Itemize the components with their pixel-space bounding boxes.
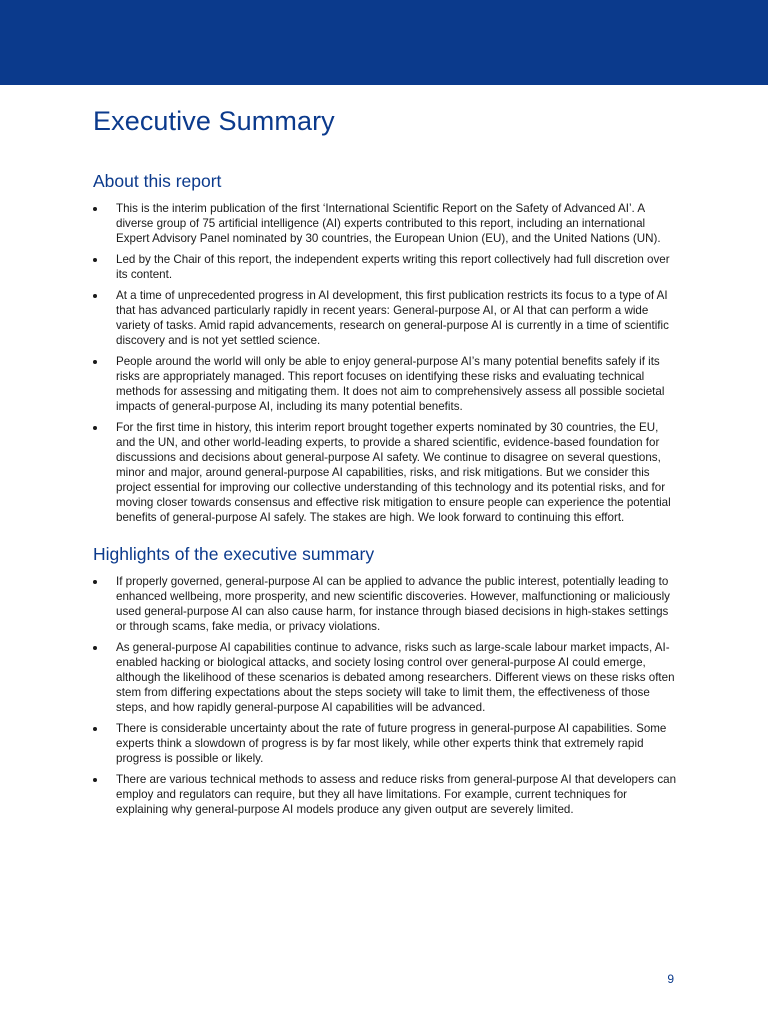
page-title: Executive Summary	[93, 106, 335, 136]
about-bullet-list	[93, 201, 678, 525]
page-content	[93, 104, 678, 823]
list-item: If properly governed, general-purpose AI can be applied to advance the public interest, potentially leading to enhanced wellbeing, more prosperity, and new scientific discoveries. However, malfunctioning or maliciously used general-purpose AI can also cause harm, for instance through biased decisions in high-stakes settings or through scams, fake media, or privacy violations.	[93, 574, 678, 634]
list-item: As general-purpose AI capabilities continue to advance, risks such as large-scale labour market impacts, AI-enabled hacking or biological attacks, and society losing control over general-purpose AI could emerge, although the likelihood of these scenarios is debated among researchers. Different views on these risks often stem from differing expectations about the steps society will take to limit them, the effectiveness of those steps, and how rapidly general-purpose AI capabilities will be advanced.	[93, 640, 678, 715]
list-item: At a time of unprecedented progress in AI development, this first publication restricts its focus to a type of AI that has advanced particularly rapidly in recent years: General-purpose AI, or AI that can perform a wide variety of tasks. Amid rapid advancements, research on general-purpose AI is currently in a time of scientific discovery and is not yet settled science.	[93, 288, 678, 348]
top-banner	[0, 0, 768, 85]
section-heading-highlights: Highlights of the executive summary	[93, 544, 375, 564]
list-item: Led by the Chair of this report, the independent experts writing this report collectively had full discretion over its content.	[93, 252, 678, 282]
section-heading-about: About this report	[93, 171, 222, 191]
list-item: There are various technical methods to assess and reduce risks from general-purpose AI that developers can employ and regulators can require, but they all have limitations. For example, current techniques for explaining why general-purpose AI models produce any given output are severely limited.	[93, 772, 678, 817]
page-number: 9	[667, 972, 674, 986]
highlights-bullet-list	[93, 574, 678, 817]
list-item: People around the world will only be able to enjoy general-purpose AI’s many potential benefits safely if its risks are appropriately managed. This report focuses on identifying these risks and evaluating technical methods for assessing and mitigating them. It does not aim to comprehensively assess all possible societal impacts of general-purpose AI, including its many potential benefits.	[93, 354, 678, 414]
list-item: There is considerable uncertainty about the rate of future progress in general-purpose AI capabilities. Some experts think a slowdown of progress is by far most likely, while other experts think that extremely rapid progress is possible or likely.	[93, 721, 678, 766]
list-item: For the first time in history, this interim report brought together experts nominated by 30 countries, the EU, and the UN, and other world-leading experts, to provide a shared scientific, evidence-based foundation for discussions and decisions about general-purpose AI safety. We continue to disagree on several questions, minor and major, around general-purpose AI capabilities, risks, and risk mitigations. But we consider this project essential for improving our collective understanding of this technology and its potential risks, and for moving closer towards consensus and effective risk mitigation to ensure people can experience the potential benefits of general-purpose AI safely. The stakes are high. We look forward to continuing this effort.	[93, 420, 678, 525]
list-item: This is the interim publication of the first ‘International Scientific Report on the Safety of Advanced AI’. A diverse group of 75 artificial intelligence (AI) experts contributed to this report, including an international Expert Advisory Panel nominated by 30 countries, the European Union (EU), and the United Nations (UN).	[93, 201, 678, 246]
